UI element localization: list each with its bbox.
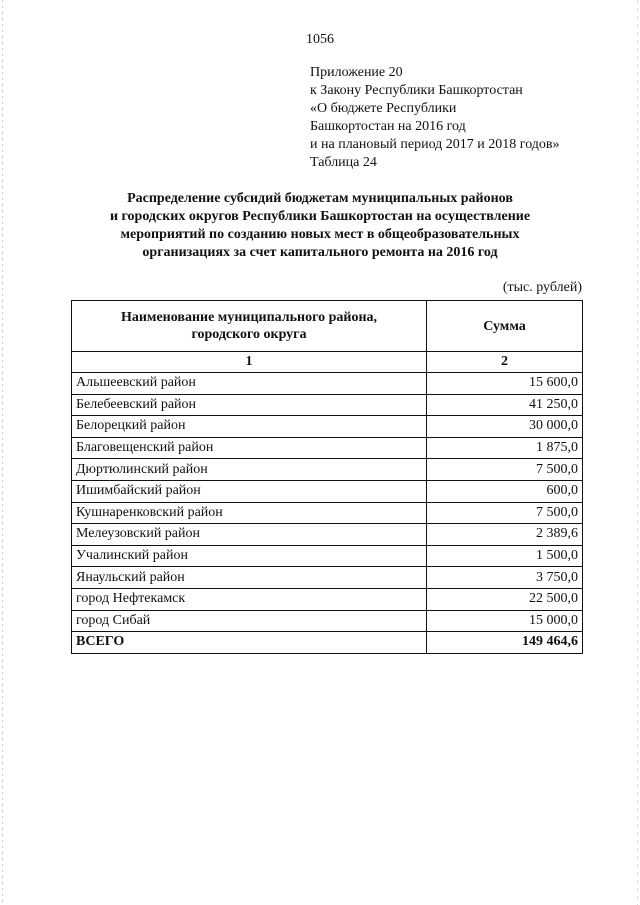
appendix-line: Башкортостан на 2016 год	[310, 119, 466, 134]
table-row	[72, 373, 583, 395]
header-name-line: городского округа	[191, 327, 307, 342]
table-row	[72, 480, 583, 502]
district-name: Ишимбайский район	[72, 480, 427, 502]
subsidy-amount: 1 500,0	[427, 545, 583, 567]
subsidy-amount: 22 500,0	[427, 588, 583, 610]
district-name: Янаульский район	[72, 567, 427, 589]
appendix-line: Приложение 20	[310, 65, 403, 80]
subsidy-amount: 30 000,0	[427, 416, 583, 438]
table-row	[72, 610, 583, 632]
title-line: организациях за счет капитального ремонта на 2016 год	[142, 245, 498, 260]
district-name: Белорецкий район	[72, 416, 427, 438]
table-row	[72, 416, 583, 438]
scan-edge-right	[637, 0, 638, 905]
appendix-line: Таблица 24	[310, 155, 377, 170]
total-amount: 149 464,6	[427, 632, 583, 654]
subsidy-amount: 7 500,0	[427, 459, 583, 481]
title-line: Распределение субсидий бюджетам муниципальных районов	[127, 191, 513, 206]
page-number: 1056	[306, 32, 334, 47]
column-number: 1	[72, 352, 427, 373]
table-row	[72, 437, 583, 459]
district-name: Белебеевский район	[72, 394, 427, 416]
subsidy-amount: 15 000,0	[427, 610, 583, 632]
table-row	[72, 394, 583, 416]
district-name: город Сибай	[72, 610, 427, 632]
units-label: (тыс. рублей)	[502, 280, 582, 295]
subsidy-table	[71, 300, 583, 654]
subsidy-amount: 41 250,0	[427, 394, 583, 416]
table-row	[72, 524, 583, 546]
appendix-line: «О бюджете Республики	[310, 101, 457, 116]
subsidy-amount: 7 500,0	[427, 502, 583, 524]
subsidy-amount: 600,0	[427, 480, 583, 502]
district-name: Дюртюлинский район	[72, 459, 427, 481]
header-name-line: Наименование муниципального района,	[120, 310, 378, 325]
total-label: ВСЕГО	[72, 632, 427, 654]
header-amount: Сумма	[427, 301, 583, 352]
scan-edge-left	[2, 0, 3, 905]
total-row	[72, 632, 583, 654]
subsidy-amount: 1 875,0	[427, 437, 583, 459]
title-line: мероприятий по созданию новых мест в общеобразовательных	[120, 227, 520, 242]
district-name: Мелеузовский район	[72, 524, 427, 546]
table-row	[72, 567, 583, 589]
district-name: Благовещенский район	[72, 437, 427, 459]
table-row	[72, 588, 583, 610]
table-row	[72, 502, 583, 524]
table-row	[72, 459, 583, 481]
table-body	[72, 373, 583, 654]
appendix-line: к Закону Республики Башкортостан	[310, 83, 523, 98]
district-name: город Нефтекамск	[72, 588, 427, 610]
title-line: и городских округов Республики Башкортостан на осуществление	[109, 209, 531, 224]
district-name: Кушнаренковский район	[72, 502, 427, 524]
table-row	[72, 545, 583, 567]
column-number: 2	[427, 352, 583, 373]
district-name: Учалинский район	[72, 545, 427, 567]
document-title	[60, 190, 580, 262]
column-number-row	[72, 352, 583, 373]
subsidy-amount: 3 750,0	[427, 567, 583, 589]
appendix-line: и на плановый период 2017 и 2018 годов»	[310, 137, 560, 152]
subsidy-amount: 2 389,6	[427, 524, 583, 546]
subsidy-amount: 15 600,0	[427, 373, 583, 395]
appendix-note	[310, 64, 560, 172]
header-name	[72, 301, 427, 352]
table-header-row	[72, 301, 583, 352]
district-name: Альшеевский район	[72, 373, 427, 395]
